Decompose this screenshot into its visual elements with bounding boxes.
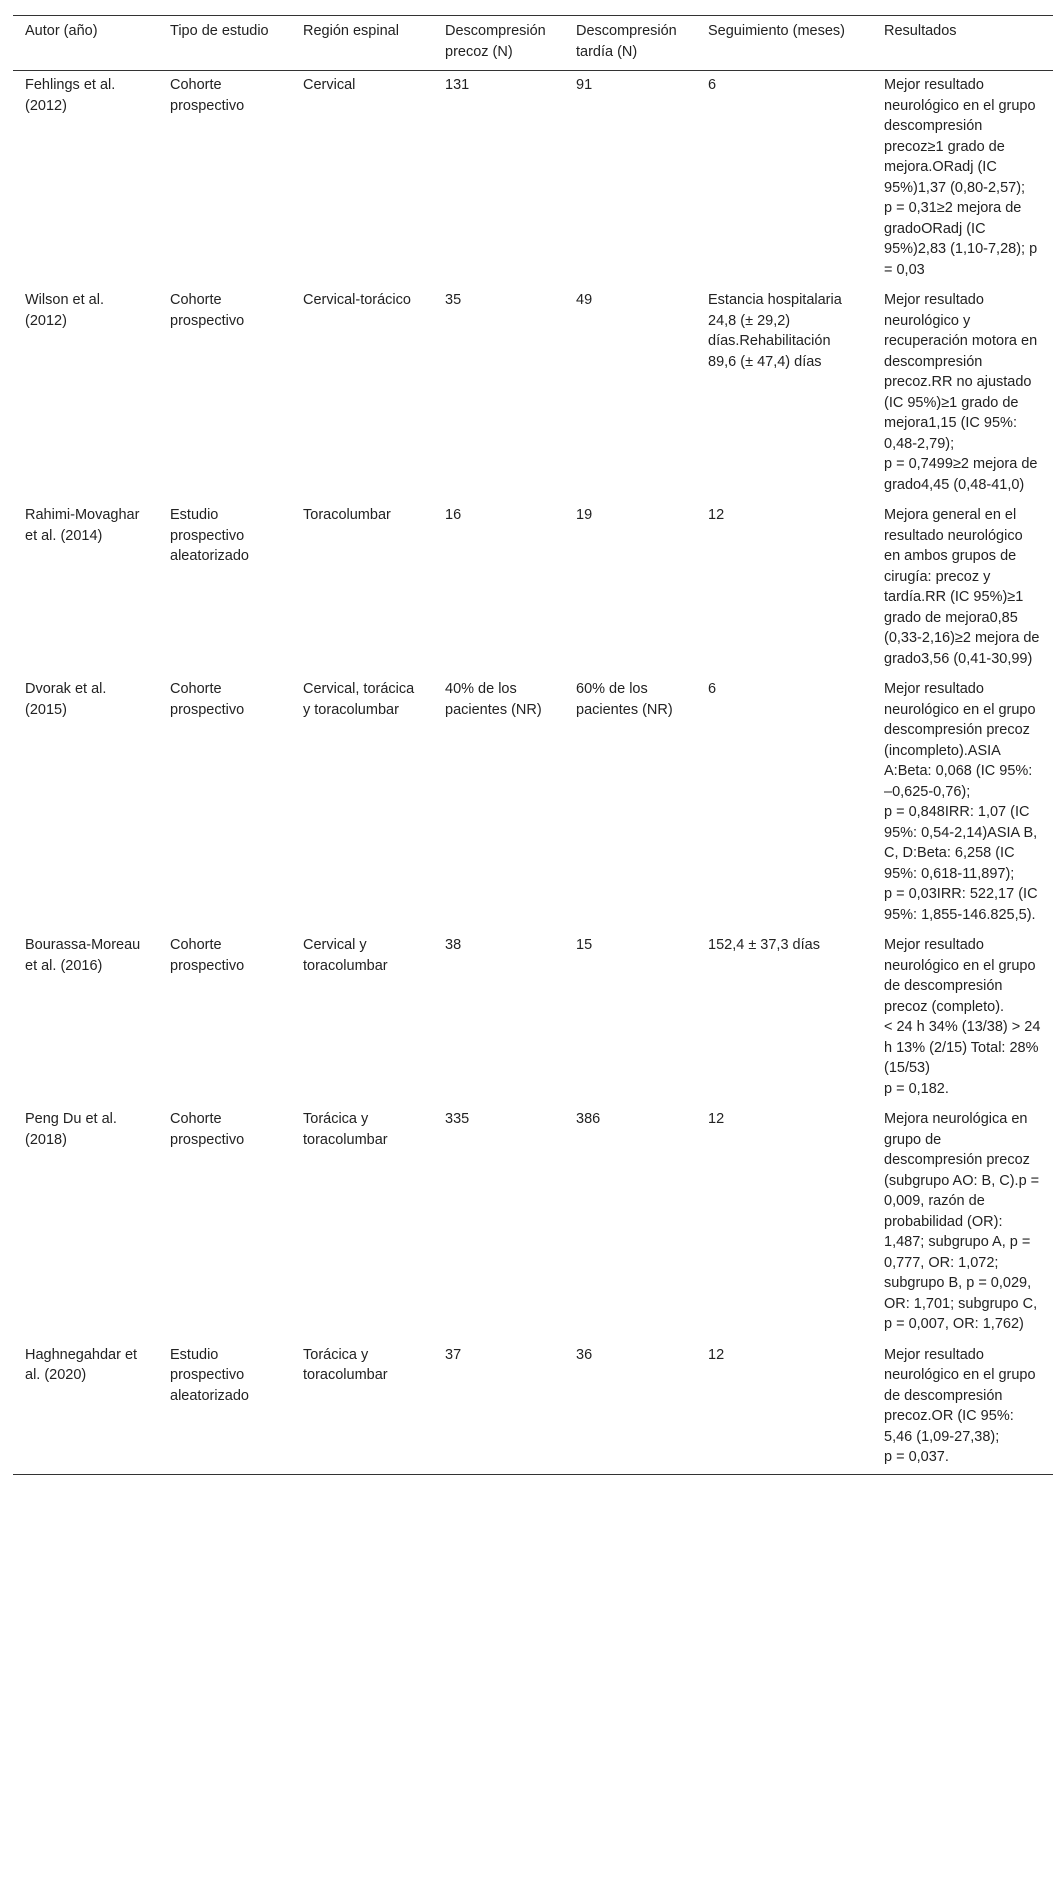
- results-line: p = 0,037.: [884, 1449, 949, 1465]
- cell-late: 36: [576, 1346, 593, 1363]
- cell-results: [872, 1105, 1053, 1341]
- cell-spinal-region: Torácica y toracolumbar: [303, 1111, 388, 1148]
- header-study-type: Tipo de estudio: [170, 23, 269, 39]
- cell-spinal-region: Toracolumbar: [303, 507, 391, 523]
- cell-early: 335: [445, 1111, 470, 1127]
- table-row: [13, 286, 1053, 501]
- cell-results: [872, 1341, 1053, 1475]
- table-row: [13, 1105, 1053, 1341]
- table-row: [13, 501, 1053, 675]
- cell-followup: 12: [708, 507, 725, 523]
- cell-author: Fehlings et al. (2012): [25, 77, 116, 114]
- results-line: p = 0,31≥2 mejora de gradoORadj (IC 95%)2,83 (1,10-7,28); p = 0,03: [884, 200, 1038, 278]
- results-line: Mejor resultado neurológico en el grupo de descompresión precoz.OR (IC 95%: 5,46 (1,09-27,38);: [884, 1346, 1036, 1445]
- results-line: Mejor resultado neurológico en el grupo de descompresión precoz (completo).: [884, 937, 1036, 1015]
- results-line: Mejora neurológica en grupo de descompresión precoz (subgrupo AO: B, C).p = 0,009, razón de probabilidad (OR): 1,487; subgrupo A, p = 0,777, OR: 1,072; subgrupo B, p = 0,029, OR: 1,701; subgrupo C, p = 0,007, OR: 1,762): [884, 1111, 1040, 1332]
- studies-table-container: [13, 15, 1053, 1475]
- header-spinal-region: Región espinal: [303, 23, 399, 39]
- header-results: Resultados: [884, 23, 957, 39]
- cell-late: 386: [576, 1111, 601, 1127]
- cell-study-type: Estudio prospectivo aleatorizado: [170, 507, 249, 564]
- cell-late: 49: [576, 292, 593, 308]
- cell-study-type: Cohorte prospectivo: [170, 1111, 245, 1148]
- cell-followup: 6: [708, 77, 717, 93]
- table-row: [13, 1341, 1053, 1475]
- table-row: [13, 71, 1053, 287]
- results-line: p = 0,03IRR: 522,17 (IC 95%: 1,855-146.825,5).: [884, 886, 1038, 923]
- header-followup: Seguimiento (meses): [708, 23, 845, 39]
- results-line: p = 0,182.: [884, 1080, 949, 1097]
- cell-study-type: Estudio prospectivo aleatorizado: [170, 1346, 249, 1404]
- table-row: [13, 675, 1053, 931]
- cell-study-type: Cohorte prospectivo: [170, 681, 245, 718]
- cell-late: 91: [576, 77, 593, 93]
- cell-author: Bourassa-Moreau et al. (2016): [25, 937, 141, 974]
- cell-spinal-region: Cervical, torácica y toracolumbar: [303, 681, 415, 718]
- cell-followup: 12: [708, 1111, 725, 1127]
- results-line: Mejor resultado neurológico y recuperación motora en descompresión precoz.RR no ajustado (IC 95%)≥1 grado de mejora1,15 (IC 95%: 0,48-2,79);: [884, 292, 1038, 452]
- cell-followup: 12: [708, 1346, 725, 1363]
- cell-followup: 6: [708, 681, 717, 697]
- cell-spinal-region: Torácica y toracolumbar: [303, 1346, 388, 1383]
- cell-results: [872, 931, 1053, 1105]
- cell-early: 131: [445, 77, 470, 93]
- header-late-decompression: Descompresión tardía (N): [576, 23, 677, 60]
- cell-followup: Estancia hospitalaria 24,8 (± 29,2) días.Rehabilitación 89,6 (± 47,4) días: [708, 292, 842, 370]
- results-line: Mejora general en el resultado neurológico en ambos grupos de cirugía: precoz y tardía.RR (IC 95%)≥1 grado de mejora0,85 (0,33-2,16)≥2 mejora de grado3,56 (0,41-30,99): [884, 507, 1040, 667]
- cell-author: Haghnegahdar et al. (2020): [25, 1346, 138, 1383]
- header-early-decompression: Descompresión precoz (N): [445, 23, 546, 60]
- cell-early: 37: [445, 1346, 462, 1363]
- studies-table: [13, 15, 1053, 1475]
- cell-author: Wilson et al. (2012): [25, 292, 104, 329]
- cell-spinal-region: Cervical: [303, 77, 356, 93]
- cell-study-type: Cohorte prospectivo: [170, 292, 245, 329]
- cell-early: 38: [445, 937, 462, 953]
- table-row: [13, 931, 1053, 1105]
- cell-results: [872, 286, 1053, 501]
- header-author: Autor (año): [25, 23, 98, 39]
- table-header-row: [13, 16, 1053, 71]
- cell-spinal-region: Cervical-torácico: [303, 292, 411, 308]
- cell-late: 60% de los pacientes (NR): [576, 681, 673, 718]
- results-line: p = 0,7499≥2 mejora de grado4,45 (0,48-41,0): [884, 456, 1038, 493]
- cell-early: 16: [445, 507, 462, 523]
- cell-author: Dvorak et al. (2015): [25, 681, 107, 718]
- cell-results: [872, 675, 1053, 931]
- cell-author: Rahimi-Movaghar et al. (2014): [25, 507, 140, 544]
- results-line: p = 0,848IRR: 1,07 (IC 95%: 0,54-2,14)ASIA B, C, D:Beta: 6,258 (IC 95%: 0,618-11,897);: [884, 804, 1038, 882]
- cell-late: 19: [576, 507, 593, 523]
- cell-study-type: Cohorte prospectivo: [170, 77, 245, 114]
- cell-early: 35: [445, 292, 462, 308]
- results-line: Mejor resultado neurológico en el grupo descompresión precoz (incompleto).ASIA A:Beta: 0,068 (IC 95%: –0,625-0,76);: [884, 681, 1036, 800]
- cell-results: [872, 71, 1053, 287]
- cell-author: Peng Du et al. (2018): [25, 1111, 117, 1148]
- cell-study-type: Cohorte prospectivo: [170, 937, 245, 974]
- cell-late: 15: [576, 937, 593, 953]
- cell-early: 40% de los pacientes (NR): [445, 681, 542, 718]
- results-line: < 24 h 34% (13/38) > 24 h 13% (2/15) Total: 28% (15/53): [884, 1019, 1041, 1076]
- cell-results: [872, 501, 1053, 675]
- cell-followup: 152,4 ± 37,3 días: [708, 937, 820, 953]
- results-line: Mejor resultado neurológico en el grupo descompresión precoz≥1 grado de mejora.ORadj (IC 95%)1,37 (0,80-2,57);: [884, 77, 1036, 196]
- cell-spinal-region: Cervical y toracolumbar: [303, 937, 388, 974]
